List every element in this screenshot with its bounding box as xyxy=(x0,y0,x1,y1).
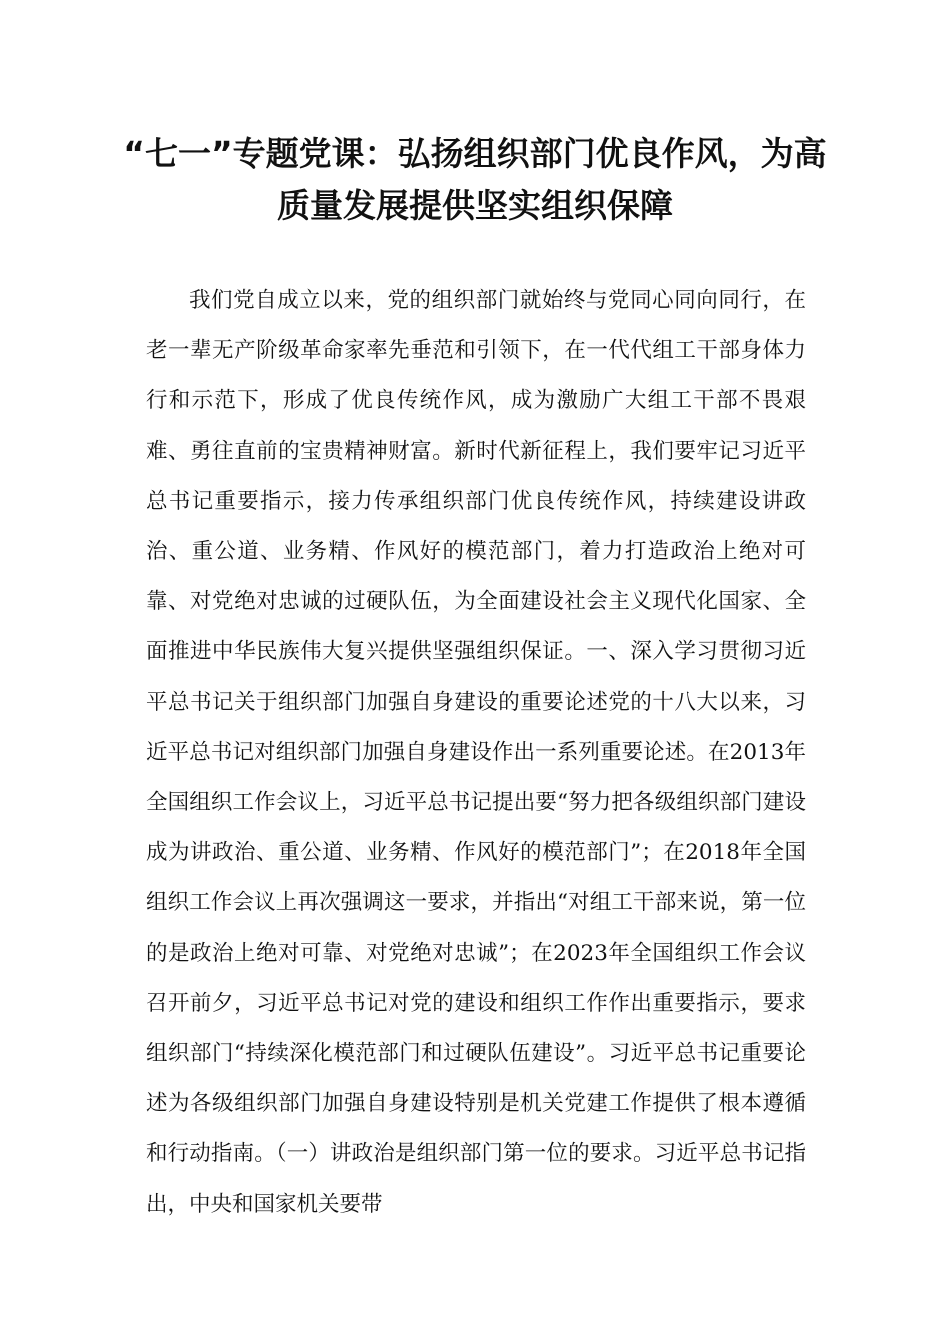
body-paragraph: 我们党自成立以来，党的组织部门就始终与党同心同向同行，在老一辈无产阶级革命家率先垂范和引领下，在一代代组工干部身体力行和示范下，形成了优良传统作风，成为激励广大组工干部不畏艰难、勇往直前的宝贵精神财富。新时代新征程上，我们要牢记习近平总书记重要指示，接力传承组织部门优良传统作风，持续建设讲政治、重公道、业务精、作风好的模范部门，着力打造政治上绝对可靠、对党绝对忠诚的过硬队伍，为全面建设社会主义现代化国家、全面推进中华民族伟大复兴提供坚强组织保证。一、深入学习贯彻习近平总书记关于组织部门加强自身建设的重要论述党的十八大以来，习近平总书记对组织部门加强自身建设作出一系列重要论述。在2013年全国组织工作会议上，习近平总书记提出要“努力把各级组织部门建设成为讲政治、重公道、业务精、作风好的模范部门”；在2018年全国组织工作会议上再次强调这一要求，并指出“对组工干部来说，第一位的是政治上绝对可靠、对党绝对忠诚”；在2023年全国组织工作会议召开前夕，习近平总书记对党的建设和组织工作作出重要指示，要求组织部门“持续深化模范部门和过硬队伍建设”。习近平总书记重要论述为各级组织部门加强自身建设特别是机关党建工作提供了根本遵循和行动指南。（一）讲政治是组织部门第一位的要求。习近平总书记指出，中央和国家机关要带 xyxy=(146,288,806,1217)
document-title: “七一”专题党课：弘扬组织部门优良作风，为高质量发展提供坚实组织保障 xyxy=(123,134,827,225)
